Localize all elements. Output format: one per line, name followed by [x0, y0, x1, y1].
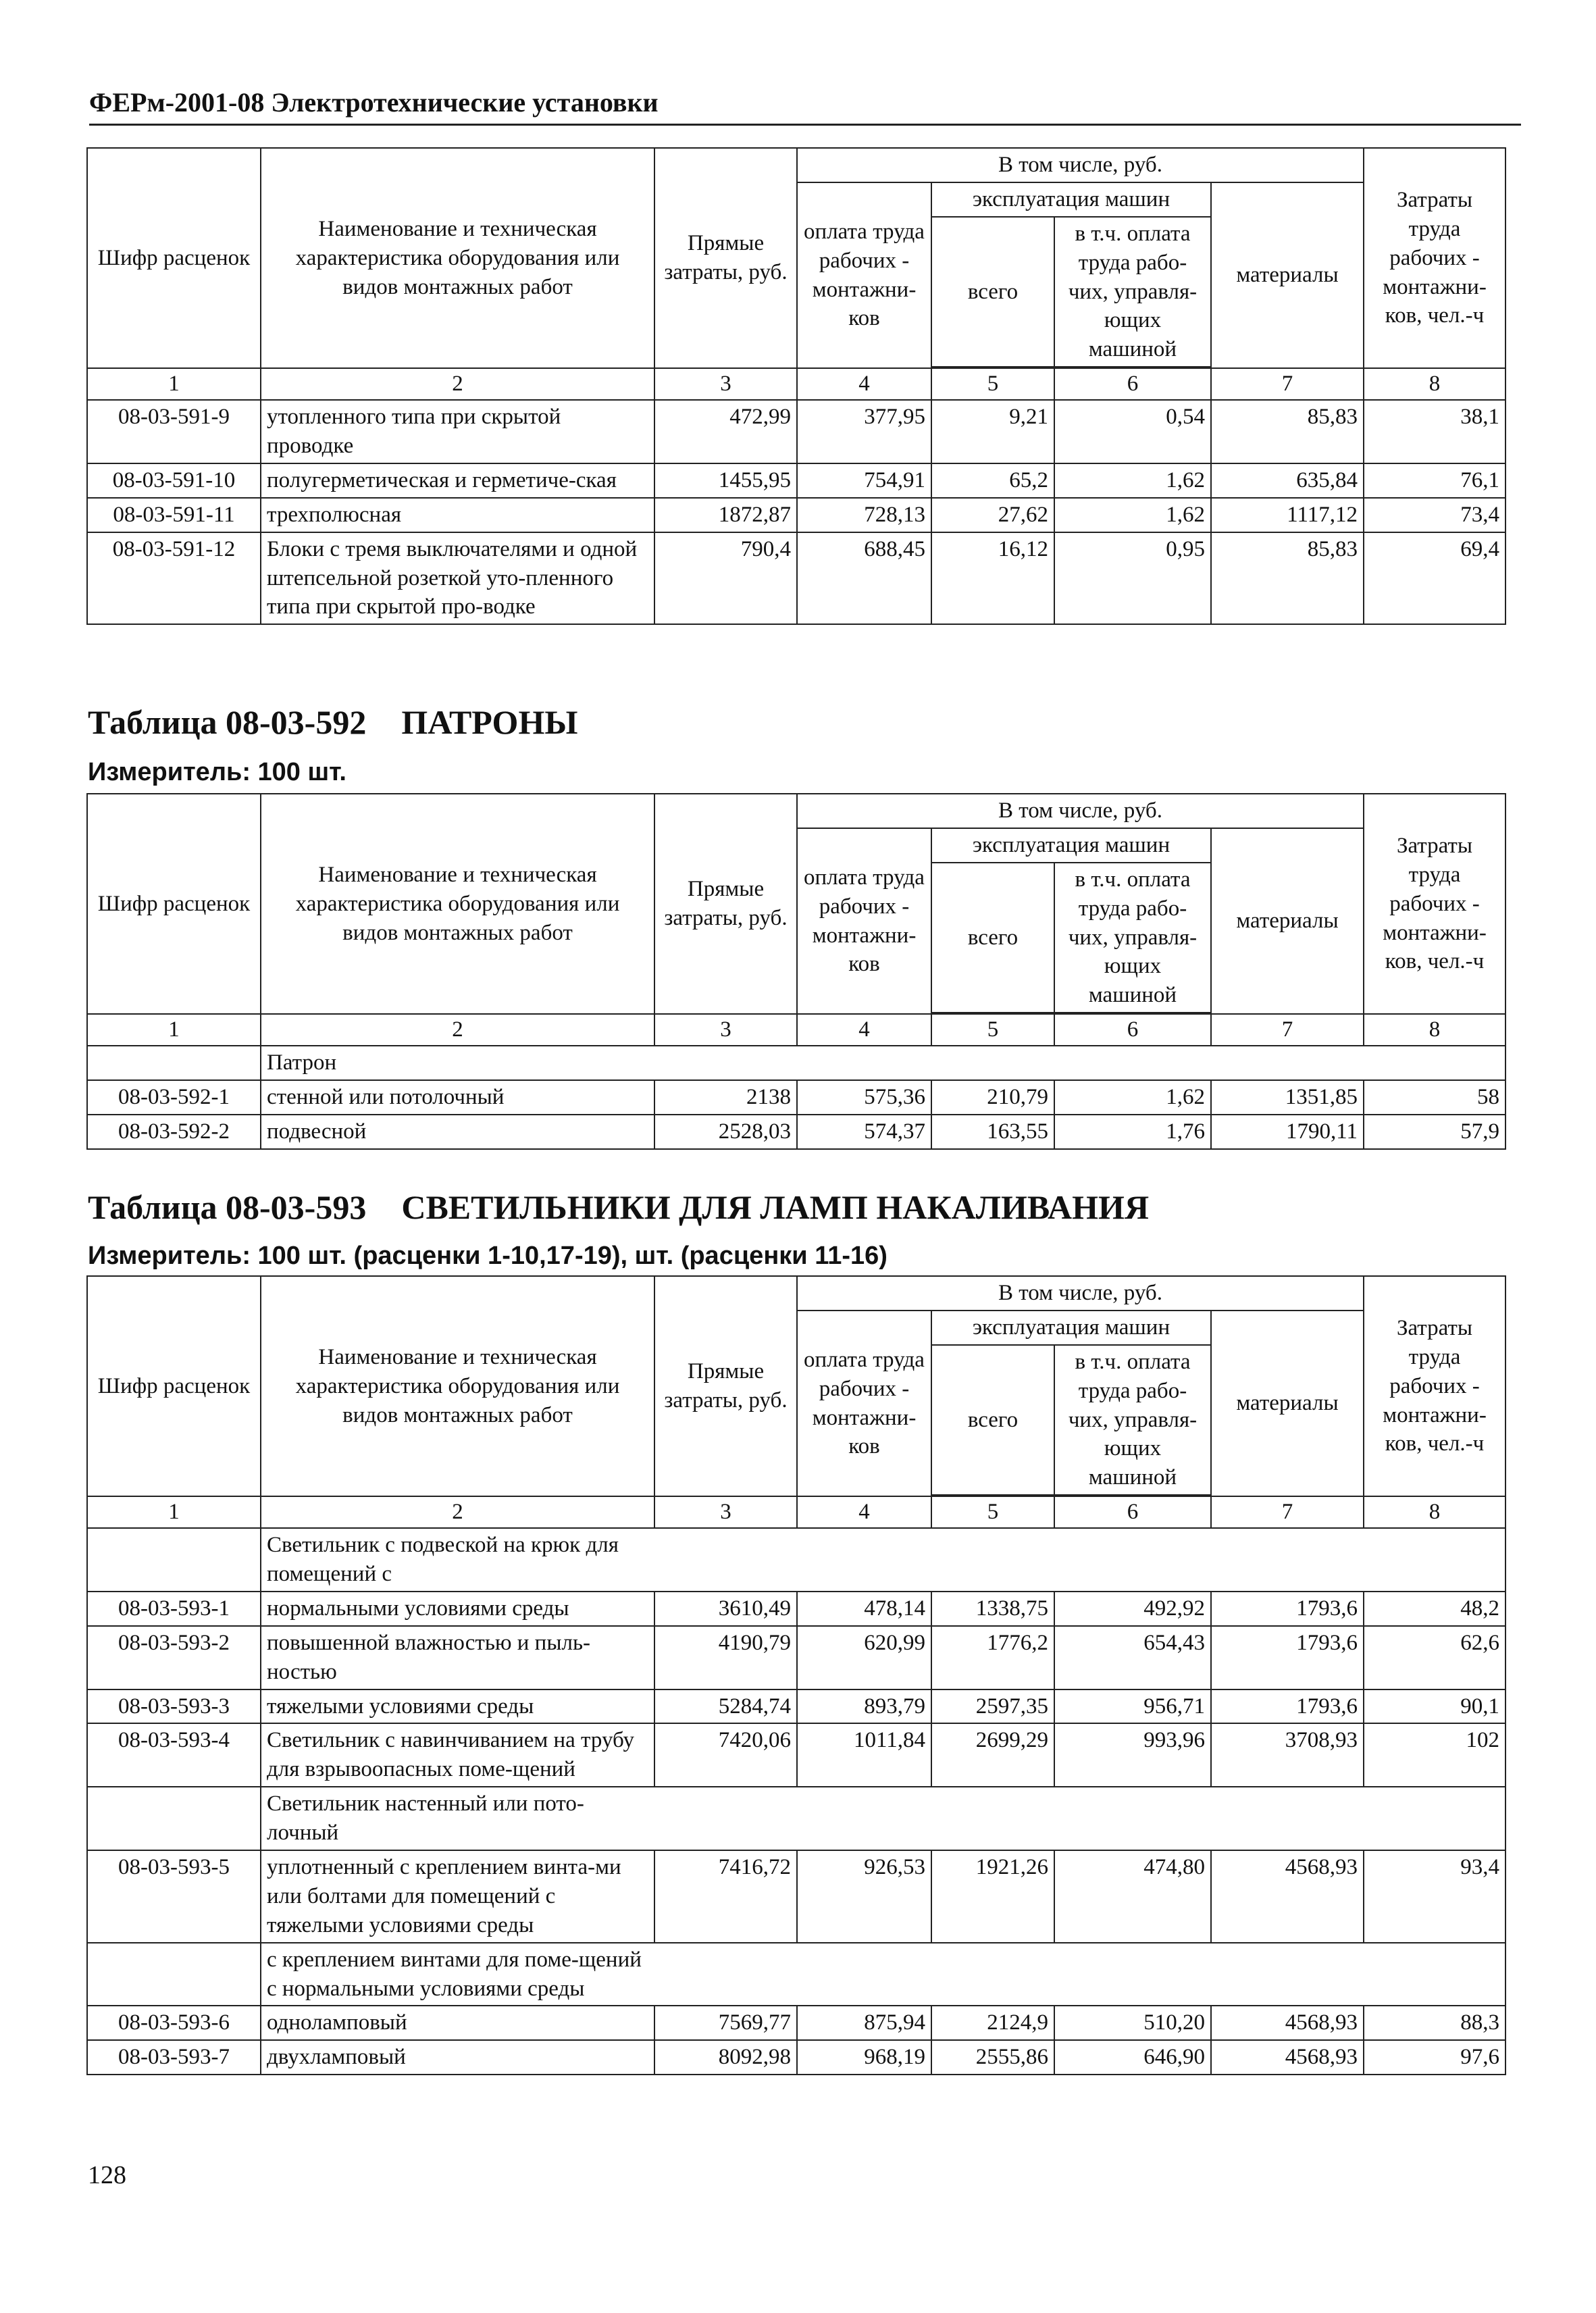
labor-cost: 926,53: [797, 1850, 931, 1943]
work-name: двухламповый: [261, 2040, 654, 2075]
materials-cost: 4568,93: [1211, 2006, 1364, 2040]
machine-labor-cost: 646,90: [1054, 2040, 1211, 2075]
materials-cost: 1793,6: [1211, 1592, 1364, 1626]
col-incl-header: В том числе, руб.: [797, 1276, 1364, 1311]
table-592-caption: [88, 703, 577, 742]
table-row: [87, 1080, 1505, 1115]
col-mach-total-header: всего: [931, 863, 1054, 1013]
table-row: [87, 1592, 1505, 1626]
col-direct-header: Прямые затраты, руб.: [654, 1276, 797, 1496]
col-name-header: Наименование и техническая характеристика оборудования или видов монтажных работ: [261, 794, 654, 1014]
column-index: 8: [1364, 368, 1505, 400]
work-name: Светильник с навинчиванием на трубу для взрывоопасных поме-щений: [261, 1723, 654, 1787]
machine-labor-cost: 510,20: [1054, 2006, 1211, 2040]
materials-cost: 85,83: [1211, 532, 1364, 625]
column-index: 2: [261, 368, 654, 400]
direct-cost: 4190,79: [654, 1626, 797, 1689]
direct-cost: 790,4: [654, 532, 797, 625]
labor-cost: 728,13: [797, 498, 931, 532]
table-number: Таблица 08-03-593: [88, 1188, 367, 1226]
direct-cost: 5284,74: [654, 1689, 797, 1724]
col-labor-header: оплата труда рабочих - монтажни-ков: [797, 182, 931, 368]
rates-table-592: [86, 793, 1506, 1150]
labor-hours: 76,1: [1364, 463, 1505, 498]
labor-hours: 88,3: [1364, 2006, 1505, 2040]
materials-cost: 85,83: [1211, 400, 1364, 463]
table-row: [87, 498, 1505, 532]
machine-cost: 27,62: [931, 498, 1054, 532]
column-index: 1: [87, 1014, 261, 1046]
machine-labor-cost: 956,71: [1054, 1689, 1211, 1724]
machine-cost: 65,2: [931, 463, 1054, 498]
running-header: ФЕРм-2001-08 Электротехнические установки: [89, 86, 1521, 126]
machine-labor-cost: 492,92: [1054, 1592, 1211, 1626]
col-hours-header: Затраты труда рабочих - монтажни-ков, чел.-ч: [1364, 794, 1505, 1014]
labor-hours: 90,1: [1364, 1689, 1505, 1724]
table-row: [87, 2040, 1505, 2075]
table-593-caption: [88, 1188, 1149, 1227]
column-index-row: [87, 1496, 1505, 1528]
table-row: [87, 400, 1505, 463]
materials-cost: 1793,6: [1211, 1689, 1364, 1724]
table-row: [87, 532, 1505, 625]
labor-hours: 38,1: [1364, 400, 1505, 463]
column-index: 7: [1211, 368, 1364, 400]
labor-cost: 893,79: [797, 1689, 931, 1724]
materials-cost: 3708,93: [1211, 1723, 1364, 1787]
column-index: 7: [1211, 1496, 1364, 1528]
group-label-text: Светильник настенный или пото-лочный: [267, 1791, 584, 1846]
col-mach-header: эксплуатация машин: [931, 1311, 1211, 1345]
direct-cost: 7420,06: [654, 1723, 797, 1787]
column-index: 1: [87, 1496, 261, 1528]
col-materials-header: материалы: [1211, 1311, 1364, 1496]
group-label: [261, 1943, 1505, 2006]
rate-code: 08-03-593-5: [87, 1850, 261, 1943]
rates-table-593: [86, 1275, 1506, 2075]
rate-code: 08-03-593-6: [87, 2006, 261, 2040]
machine-cost: 16,12: [931, 532, 1054, 625]
table-row: [87, 1115, 1505, 1149]
table-592-measure: Измеритель: 100 шт.: [88, 758, 346, 786]
labor-hours: 73,4: [1364, 498, 1505, 532]
col-hours-header: Затраты труда рабочих - монтажни-ков, чел.-ч: [1364, 1276, 1505, 1496]
column-index: 6: [1054, 1496, 1211, 1528]
work-name: Блоки с тремя выключателями и одной штепсельной розеткой уто-пленного типа при скрытой про-водке: [261, 532, 654, 625]
machine-cost: 163,55: [931, 1115, 1054, 1149]
col-mach-labor-header: в т.ч. оплата труда рабо-чих, управля-ющих машиной: [1054, 1345, 1211, 1495]
materials-cost: 635,84: [1211, 463, 1364, 498]
column-index: 6: [1054, 1014, 1211, 1046]
machine-labor-cost: 654,43: [1054, 1626, 1211, 1689]
direct-cost: 8092,98: [654, 2040, 797, 2075]
work-name: тяжелыми условиями среды: [261, 1689, 654, 1724]
labor-cost: 575,36: [797, 1080, 931, 1115]
machine-labor-cost: 993,96: [1054, 1723, 1211, 1787]
rate-code: 08-03-591-12: [87, 532, 261, 625]
machine-cost: 2699,29: [931, 1723, 1054, 1787]
col-name-header: Наименование и техническая характеристика оборудования или видов монтажных работ: [261, 1276, 654, 1496]
rate-code: 08-03-591-10: [87, 463, 261, 498]
work-name: трехполюсная: [261, 498, 654, 532]
group-row: [87, 1787, 1505, 1850]
machine-labor-cost: 1,62: [1054, 1080, 1211, 1115]
col-code-header: Шифр расценок: [87, 148, 261, 368]
rate-code: 08-03-591-9: [87, 400, 261, 463]
column-index: 4: [797, 1014, 931, 1046]
column-index-row: [87, 1014, 1505, 1046]
labor-hours: 97,6: [1364, 2040, 1505, 2075]
work-name: одноламповый: [261, 2006, 654, 2040]
column-index: 8: [1364, 1496, 1505, 1528]
direct-cost: 1872,87: [654, 498, 797, 532]
direct-cost: 472,99: [654, 400, 797, 463]
machine-cost: 9,21: [931, 400, 1054, 463]
rates-table-591: [86, 147, 1506, 625]
direct-cost: 2528,03: [654, 1115, 797, 1149]
labor-hours: 69,4: [1364, 532, 1505, 625]
column-index: 2: [261, 1496, 654, 1528]
machine-cost: 2555,86: [931, 2040, 1054, 2075]
machine-cost: 1776,2: [931, 1626, 1054, 1689]
column-index: 3: [654, 1496, 797, 1528]
work-name: полугерметическая и герметиче-ская: [261, 463, 654, 498]
group-label-text: Светильник с подвеской на крюк для помещений с: [267, 1533, 619, 1587]
table-row: [87, 2006, 1505, 2040]
group-label-text: с креплением винтами для поме-щений с нормальными условиями среды: [267, 1947, 642, 2001]
labor-hours: 58: [1364, 1080, 1505, 1115]
rate-code: 08-03-593-2: [87, 1626, 261, 1689]
materials-cost: 1793,6: [1211, 1626, 1364, 1689]
labor-cost: 875,94: [797, 2006, 931, 2040]
col-labor-header: оплата труда рабочих - монтажни-ков: [797, 1311, 931, 1496]
machine-labor-cost: 1,76: [1054, 1115, 1211, 1149]
col-code-header: Шифр расценок: [87, 1276, 261, 1496]
col-materials-header: материалы: [1211, 828, 1364, 1014]
machine-labor-cost: 1,62: [1054, 463, 1211, 498]
table-row: [87, 1689, 1505, 1724]
work-name: утопленного типа при скрытой проводке: [261, 400, 654, 463]
direct-cost: 7569,77: [654, 2006, 797, 2040]
group-row: [87, 1528, 1505, 1592]
col-name-header: Наименование и техническая характеристика оборудования или видов монтажных работ: [261, 148, 654, 368]
labor-hours: 102: [1364, 1723, 1505, 1787]
column-index: 3: [654, 368, 797, 400]
machine-cost: 1921,26: [931, 1850, 1054, 1943]
materials-cost: 1117,12: [1211, 498, 1364, 532]
labor-hours: 48,2: [1364, 1592, 1505, 1626]
rate-code: 08-03-592-2: [87, 1115, 261, 1149]
col-incl-header: В том числе, руб.: [797, 794, 1364, 828]
machine-labor-cost: 1,62: [1054, 498, 1211, 532]
machine-cost: 2124,9: [931, 2006, 1054, 2040]
labor-cost: 574,37: [797, 1115, 931, 1149]
materials-cost: 1351,85: [1211, 1080, 1364, 1115]
table-row: [87, 1723, 1505, 1787]
col-mach-total-header: всего: [931, 217, 1054, 367]
col-mach-total-header: всего: [931, 1345, 1054, 1495]
group-row: [87, 1046, 1505, 1080]
col-direct-header: Прямые затраты, руб.: [654, 794, 797, 1014]
machine-cost: 2597,35: [931, 1689, 1054, 1724]
group-label: [261, 1787, 1505, 1850]
machine-labor-cost: 0,54: [1054, 400, 1211, 463]
labor-cost: 754,91: [797, 463, 931, 498]
col-mach-header: эксплуатация машин: [931, 828, 1211, 863]
rate-code: 08-03-593-1: [87, 1592, 261, 1626]
direct-cost: 7416,72: [654, 1850, 797, 1943]
labor-hours: 57,9: [1364, 1115, 1505, 1149]
materials-cost: 4568,93: [1211, 2040, 1364, 2075]
work-name: повышенной влажностью и пыль-ностью: [261, 1626, 654, 1689]
rate-code: 08-03-593-7: [87, 2040, 261, 2075]
machine-labor-cost: 0,95: [1054, 532, 1211, 625]
page-number: 128: [88, 2161, 126, 2189]
col-code-header: Шифр расценок: [87, 794, 261, 1014]
col-materials-header: материалы: [1211, 182, 1364, 368]
column-index: 4: [797, 1496, 931, 1528]
labor-hours: 62,6: [1364, 1626, 1505, 1689]
col-mach-labor-header: в т.ч. оплата труда рабо-чих, управля-ющих машиной: [1054, 217, 1211, 367]
table-593-measure: Измеритель: 100 шт. (расценки 1-10,17-19), шт. (расценки 11-16): [88, 1242, 887, 1270]
work-name: уплотненный с креплением винта-ми или болтами для помещений с тяжелыми условиями среды: [261, 1850, 654, 1943]
group-label: Патрон: [261, 1046, 1505, 1080]
labor-cost: 620,99: [797, 1626, 931, 1689]
materials-cost: 1790,11: [1211, 1115, 1364, 1149]
direct-cost: 2138: [654, 1080, 797, 1115]
group-row: [87, 1943, 1505, 2006]
column-index: 1: [87, 368, 261, 400]
labor-cost: 478,14: [797, 1592, 931, 1626]
machine-cost: 1338,75: [931, 1592, 1054, 1626]
column-index: 5: [931, 1496, 1054, 1528]
rate-code: 08-03-592-1: [87, 1080, 261, 1115]
col-mach-labor-header: в т.ч. оплата труда рабо-чих, управля-ющих машиной: [1054, 863, 1211, 1013]
work-name: нормальными условиями среды: [261, 1592, 654, 1626]
column-index: 5: [931, 368, 1054, 400]
col-direct-header: Прямые затраты, руб.: [654, 148, 797, 368]
column-index: 4: [797, 368, 931, 400]
column-index: 3: [654, 1014, 797, 1046]
column-index: 7: [1211, 1014, 1364, 1046]
column-index: 8: [1364, 1014, 1505, 1046]
col-incl-header: В том числе, руб.: [797, 148, 1364, 182]
rate-code: 08-03-593-4: [87, 1723, 261, 1787]
rate-code: 08-03-593-3: [87, 1689, 261, 1724]
group-label: [261, 1528, 1505, 1592]
direct-cost: 3610,49: [654, 1592, 797, 1626]
column-index-row: [87, 368, 1505, 400]
work-name: подвесной: [261, 1115, 654, 1149]
table-title: ПАТРОНЫ: [401, 703, 578, 741]
col-mach-header: эксплуатация машин: [931, 182, 1211, 217]
table-row: [87, 463, 1505, 498]
labor-cost: 968,19: [797, 2040, 931, 2075]
machine-labor-cost: 474,80: [1054, 1850, 1211, 1943]
labor-cost: 688,45: [797, 532, 931, 625]
direct-cost: 1455,95: [654, 463, 797, 498]
col-hours-header: Затраты труда рабочих - монтажни-ков, чел.-ч: [1364, 148, 1505, 368]
column-index: 6: [1054, 368, 1211, 400]
labor-cost: 1011,84: [797, 1723, 931, 1787]
labor-hours: 93,4: [1364, 1850, 1505, 1943]
table-row: [87, 1626, 1505, 1689]
materials-cost: 4568,93: [1211, 1850, 1364, 1943]
table-row: [87, 1850, 1505, 1943]
table-title: СВЕТИЛЬНИКИ ДЛЯ ЛАМП НАКАЛИВАНИЯ: [401, 1188, 1150, 1226]
column-index: 5: [931, 1014, 1054, 1046]
rate-code: 08-03-591-11: [87, 498, 261, 532]
col-labor-header: оплата труда рабочих - монтажни-ков: [797, 828, 931, 1014]
table-number: Таблица 08-03-592: [88, 703, 367, 741]
work-name: стенной или потолочный: [261, 1080, 654, 1115]
column-index: 2: [261, 1014, 654, 1046]
machine-cost: 210,79: [931, 1080, 1054, 1115]
labor-cost: 377,95: [797, 400, 931, 463]
